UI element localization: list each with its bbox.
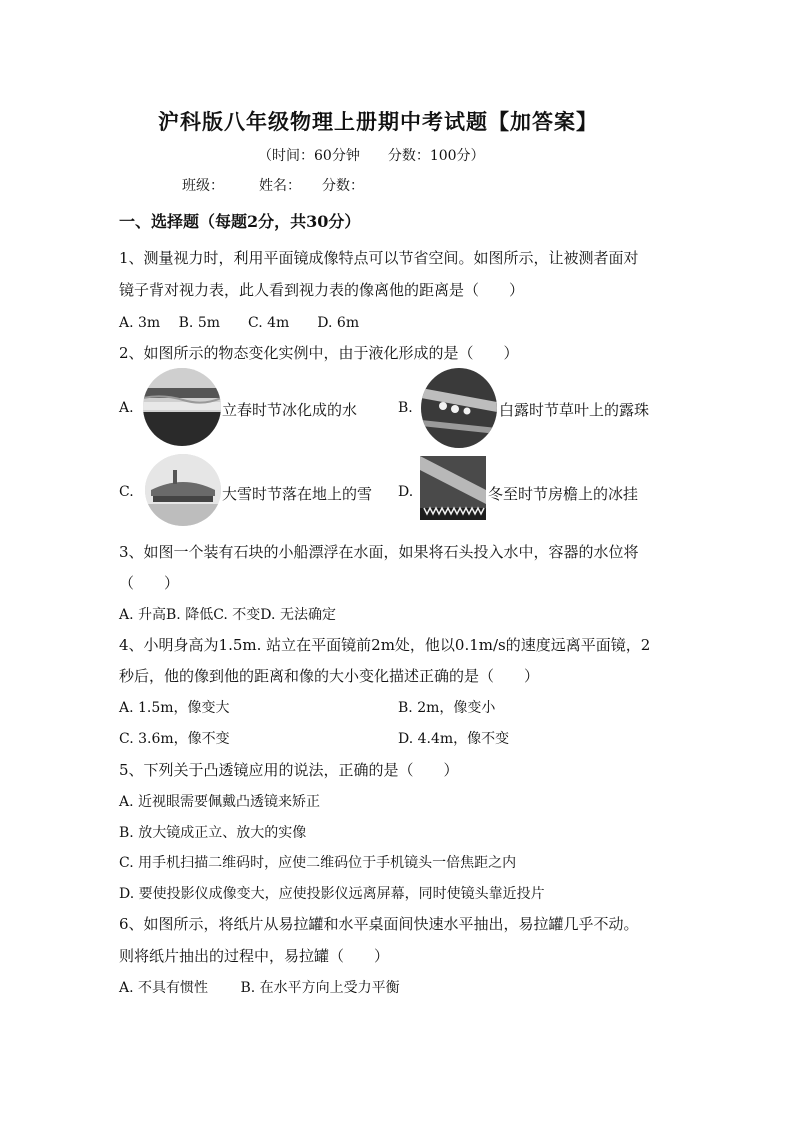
option-b-letter: B. [398, 400, 413, 416]
option-a-letter: A. [119, 400, 134, 416]
icicles-photo [420, 456, 486, 520]
section-heading: 一、选择题（每题2分，共30分） [119, 212, 361, 231]
option-c-letter: C. [119, 484, 134, 500]
question-6-line-2: 则将纸片抽出的过程中，易拉罐（ ） [119, 947, 390, 965]
question-4-option-d: D. 4.4m，像不变 [398, 731, 510, 747]
page-title: 沪科版八年级物理上册期中考试题【加答案】 [158, 109, 598, 134]
option-a-text: 立春时节冰化成的水 [222, 401, 358, 419]
question-4-line-1: 4、小明身高为1.5m. 站立在平面镜前2m处，他以0.1m/s的速度远离平面镜，2 [119, 636, 651, 654]
time-score-line: （时间：60分钟 分数：100分） [258, 148, 485, 164]
question-6-options: A. 不具有惯性 B. 在水平方向上受力平衡 [119, 980, 400, 996]
class-name-score-line: 班级： 姓名： 分数： [182, 178, 364, 194]
question-3-line-2: （ ） [119, 574, 180, 592]
dew-drops-photo [421, 368, 497, 448]
question-5-option-b: B. 放大镜成正立、放大的实像 [119, 825, 307, 841]
option-d-text: 冬至时节房檐上的冰挂 [488, 485, 639, 503]
question-5-option-d: D. 要使投影仪成像变大，应使投影仪远离屏幕，同时使镜头靠近投片 [119, 886, 545, 902]
option-b-text: 白露时节草叶上的露珠 [499, 401, 650, 419]
question-1-line-1: 1、测量视力时，利用平面镜成像特点可以节省空间。如图所示，让被测者面对 [119, 249, 639, 267]
question-2-stem: 2、如图所示的物态变化实例中，由于液化形成的是（ ） [119, 344, 519, 362]
snow-scene-photo [145, 454, 221, 526]
question-4-option-b: B. 2m，像变小 [398, 700, 496, 716]
question-5-option-c: C. 用手机扫描二维码时，应使二维码位于手机镜头一倍焦距之内 [119, 855, 517, 871]
question-4-option-c: C. 3.6m，像不变 [119, 731, 230, 747]
question-5-stem: 5、下列关于凸透镜应用的说法，正确的是（ ） [119, 761, 459, 779]
ice-melting-photo [143, 368, 221, 446]
question-1-line-2: 镜子背对视力表，此人看到视力表的像离他的距离是（ ） [119, 281, 525, 299]
question-1-options: A. 3m B. 5m C. 4m D. 6m [119, 315, 360, 331]
option-d-letter: D. [398, 484, 414, 500]
question-4-option-a: A. 1.5m，像变大 [119, 700, 230, 716]
question-3-options: A. 升高B. 降低C. 不变D. 无法确定 [119, 607, 336, 623]
question-3-line-1: 3、如图一个装有石块的小船漂浮在水面，如果将石头投入水中，容器的水位将 [119, 543, 639, 561]
question-5-option-a: A. 近视眼需要佩戴凸透镜来矫正 [119, 794, 321, 810]
question-6-line-1: 6、如图所示，将纸片从易拉罐和水平桌面间快速水平抽出，易拉罐几乎不动。 [119, 915, 639, 933]
question-4-line-2: 秒后，他的像到他的距离和像的大小变化描述正确的是（ ） [119, 667, 540, 685]
option-c-text: 大雪时节落在地上的雪 [222, 485, 373, 503]
